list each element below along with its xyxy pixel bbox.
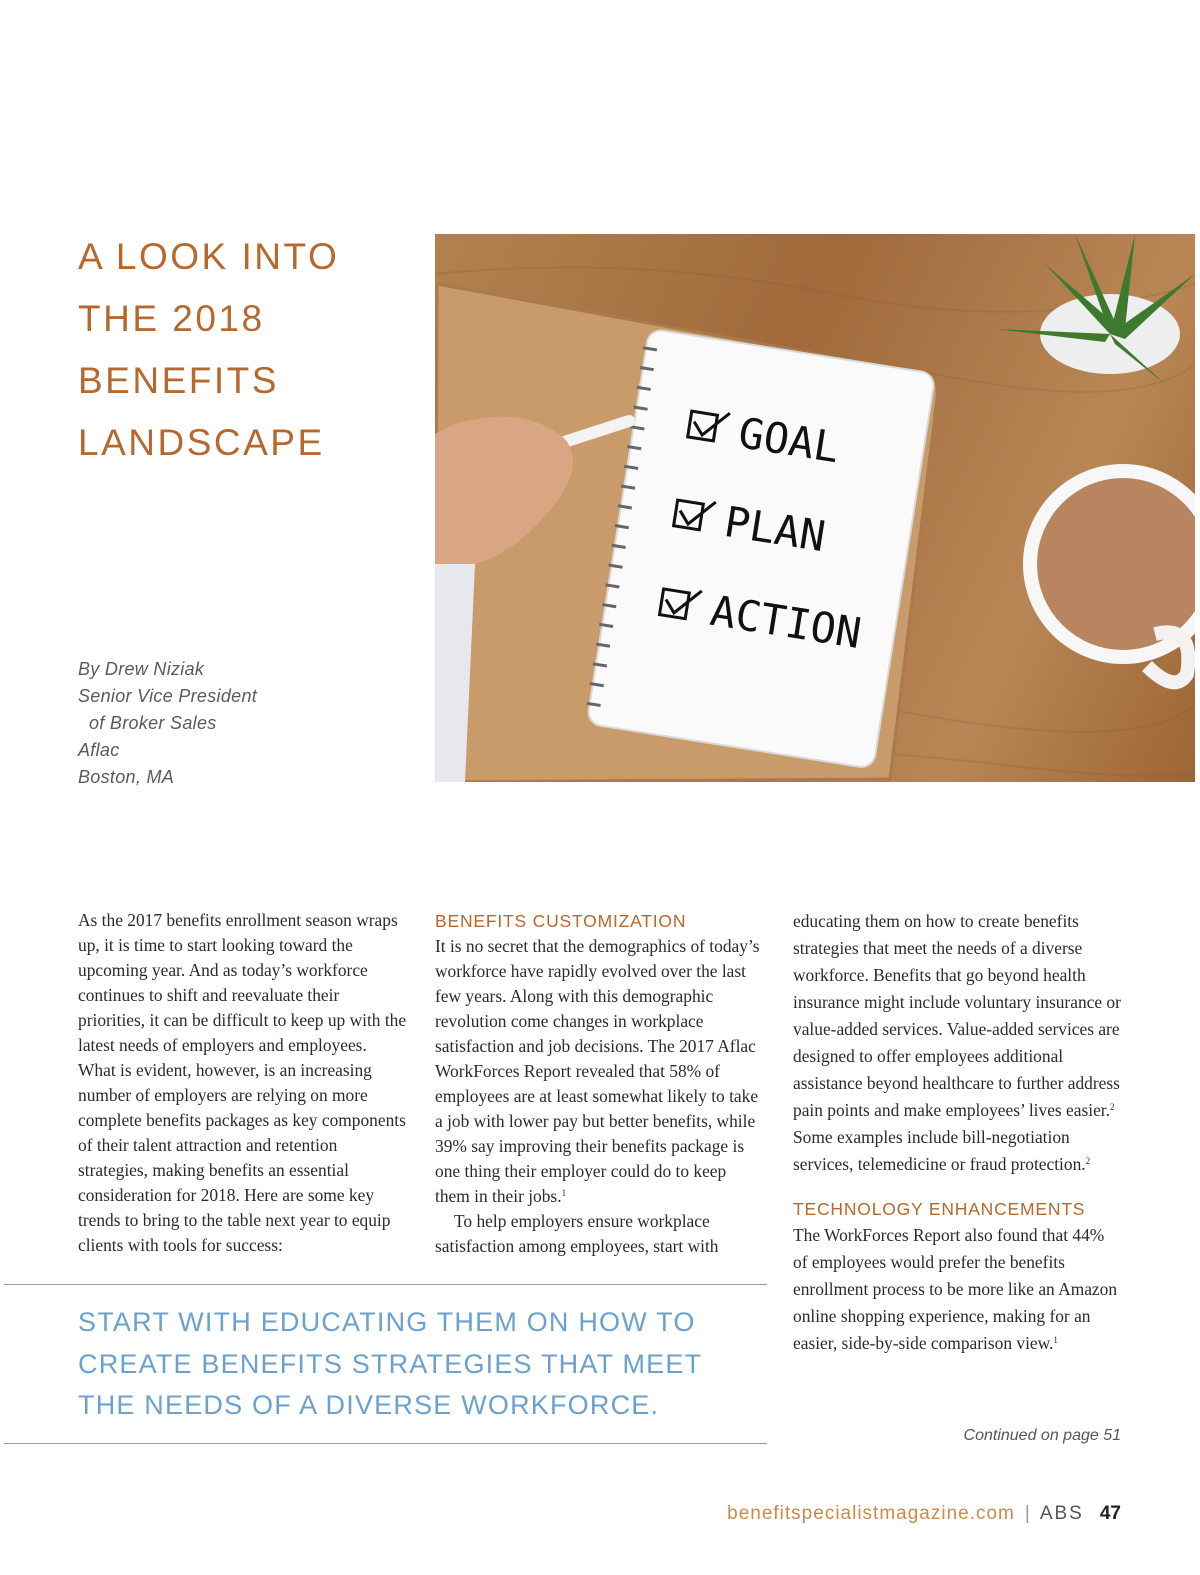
section-heading-benefits-customization: BENEFITS CUSTOMIZATION [435,911,687,931]
title-line: A LOOK INTO [78,236,340,277]
byline-company: Aflac [78,740,120,760]
footer-magazine: ABS [1039,1503,1084,1524]
continued-note: Continued on page 51 [963,1427,1121,1444]
article-photo [435,234,1195,782]
footer-website: benefitspecialistmagazine.com [727,1503,1015,1524]
body-paragraph [793,908,1123,1178]
pullquote-bottom-rule [4,1443,767,1444]
page-number: 47 [1099,1503,1121,1524]
footnote-ref: 2 [1109,1102,1115,1112]
byline-role-continued: of Broker Sales [89,713,217,733]
pullquote-line: START WITH EDUCATING THEM ON HOW TO [78,1307,696,1337]
body-paragraph [793,1222,1123,1357]
column-1 [78,908,408,1258]
body-paragraph: To help employers ensure workplace satisfaction among employees, start with [435,1211,719,1256]
pullquote-line: CREATE BENEFITS STRATEGIES THAT MEET [78,1348,703,1379]
column-3 [793,908,1123,1357]
pullquote-top-rule [4,1284,767,1285]
notebook-item: PLAN [721,497,829,562]
section-heading-technology-enhancements: TECHNOLOGY ENHANCEMENTS [793,1199,1086,1219]
footnote-ref: 2 [1085,1156,1091,1166]
footer-separator: | [1024,1503,1030,1524]
body-paragraph [435,934,765,1209]
byline-location: Boston, MA [78,767,175,787]
notebook-item: ACTION [707,585,865,659]
footnote-ref: 1 [1053,1335,1058,1345]
notebook-item: GOAL [735,408,843,473]
coffee-mug-icon [1023,464,1195,682]
title-line: THE 2018 [78,298,265,339]
intro-paragraph: As the 2017 benefits enrollment season wraps up, it is time to start looking toward the upcoming year. And as today’s workforce continues to shift and reevaluate their priorities, it can be difficult to keep up with the latest needs of employers and employees. What is evident, however, is an increasing number of employers are relying on more complete benefits packages as key components of their talent attraction and retention strategies, making benefits an essential consideration for 2018. Here are some key trends to bring to the table next year to equip clients with tools for success: [78,910,407,1255]
byline-author: By Drew Niziak [78,659,205,679]
paragraph-text: Some examples include bill-negotiation services, telemedicine or fraud protection. [793,1127,1086,1174]
pullquote [78,1302,758,1427]
title-line: LANDSCAPE [78,422,325,463]
column-2 [435,908,765,1259]
paragraph-text: educating them on how to create benefits strategies that meet the needs of a diverse workforce. Benefits that go beyond health insurance might include voluntary insurance or value-added services. Value-added services are designed to offer employees additional assistance beyond healthcare to further address pain points and make employees’ lives easier. [793,911,1121,1120]
notebook-photo-illustration [435,234,1195,782]
article-title [78,226,418,474]
pullquote-line: THE NEEDS OF A DIVERSE WORKFORCE. [78,1390,660,1420]
paragraph-text: It is no secret that the demographics of today’s workforce have rapidly evolved over the last few years. Along with this demographic revolution come changes in workplace satisfaction and job decisions. The 2017 Aflac WorkForces Report revealed that 58% of employees are at least somewhat likely to take a job with lower pay but better benefits, while 39% say improving their benefits package is one thing their employer could do to keep them in their jobs. [435,936,760,1206]
page-footer [727,1503,1121,1525]
title-line: BENEFITS [78,360,279,401]
byline [78,656,418,791]
byline-role: Senior Vice President [78,686,258,706]
paragraph-text: The WorkForces Report also found that 44% of employees would prefer the benefits enrollment process to be more like an Amazon online shopping experience, making for an easier, side-by-side comparison view. [793,1225,1118,1353]
footnote-ref: 1 [561,1188,567,1198]
